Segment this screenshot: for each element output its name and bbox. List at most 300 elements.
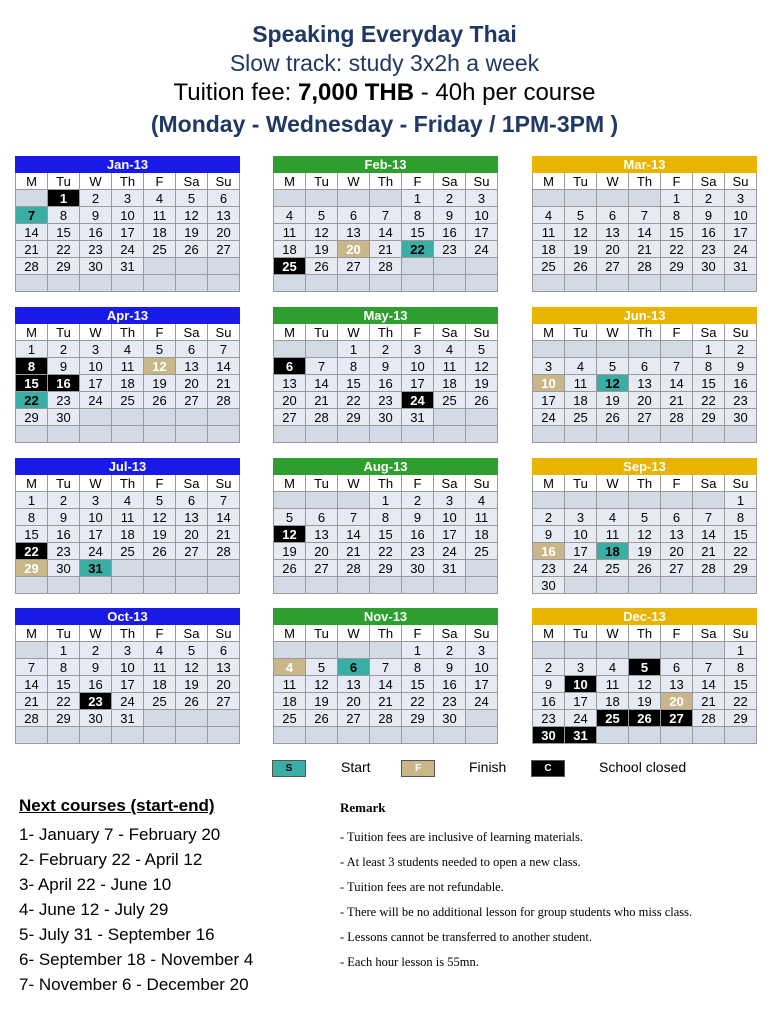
empty-day [533,642,565,659]
calendar-day: 28 [661,409,693,426]
weekday-label: M [533,173,565,190]
empty-day [144,560,176,577]
empty-day [208,727,240,744]
calendar-day: 1 [370,492,402,509]
calendar-day: 9 [48,509,80,526]
remark-item: - At least 3 students needed to open a new class. [340,855,581,869]
empty-day [48,275,80,292]
calendar-day: 29 [661,258,693,275]
calendar-day: 20 [306,543,338,560]
empty-day [466,577,498,594]
weekday-label: M [274,625,306,642]
calendar-day: 2 [402,492,434,509]
calendar-day: 16 [402,526,434,543]
calendar-day: 9 [725,358,757,375]
calendar-day: 14 [306,375,338,392]
calendar-day: 13 [338,224,370,241]
calendar-day: 8 [402,207,434,224]
calendar-day: 20 [208,224,240,241]
calendar-day: 11 [144,207,176,224]
calendar-day: 17 [466,224,498,241]
empty-day [112,560,144,577]
empty-day [533,190,565,207]
fee-amount: 7,000 THB [298,79,415,106]
calendar-day: 8 [48,207,80,224]
empty-day [629,341,661,358]
calendar-day: 9 [533,676,565,693]
empty-day [176,409,208,426]
calendar-day: 10 [725,207,757,224]
calendar-day: 4 [144,190,176,207]
empty-day [661,642,693,659]
empty-day [144,727,176,744]
course-item: 3- April 22 - June 10 [19,875,172,894]
calendar-day: 15 [48,224,80,241]
calendar-day: 18 [112,526,144,543]
calendar-day: 8 [725,659,757,676]
empty-day [466,258,498,275]
remark-item: - Lessons cannot be transferred to another student. [340,930,593,944]
empty-day [370,577,402,594]
calendar-day: 24 [725,241,757,258]
empty-day [274,275,306,292]
empty-day [533,492,565,509]
weekday-label: M [16,625,48,642]
course-item: 1- January 7 - February 20 [19,825,221,844]
calendar-day: 19 [565,241,597,258]
empty-day [338,275,370,292]
weekday-label: Su [208,625,240,642]
calendar-day: 7 [338,509,370,526]
closed-day: 22 [16,543,48,560]
calendar-day: 10 [466,659,498,676]
weekday-label: Sa [434,475,466,492]
calendar-day: 20 [629,392,661,409]
calendar-day: 14 [16,676,48,693]
calendar-day: 11 [112,358,144,375]
weekday-label: Tu [306,475,338,492]
weekday-label: Th [370,173,402,190]
empty-day [306,577,338,594]
remark-item: - There will be no additional lesson for group students who miss class. [340,905,693,919]
calendar-day: 10 [80,509,112,526]
weekday-label: Su [466,324,498,341]
start-day: 22 [402,241,434,258]
empty-day [144,577,176,594]
weekday-label: Su [725,625,757,642]
calendar-day: 5 [565,207,597,224]
empty-day [434,577,466,594]
calendar-day: 29 [402,710,434,727]
weekday-label: M [533,475,565,492]
course-subtitle: Slow track: study 3x2h a week [229,50,540,76]
calendar-day: 18 [274,241,306,258]
calendar-day: 27 [629,409,661,426]
empty-day [402,577,434,594]
calendar-day: 11 [597,526,629,543]
calendar-day: 1 [402,190,434,207]
empty-day [48,727,80,744]
calendar-day: 19 [306,241,338,258]
calendar-day: 18 [274,693,306,710]
calendar-day: 2 [80,190,112,207]
empty-day [661,341,693,358]
empty-day [693,642,725,659]
calendar-day: 10 [466,207,498,224]
course-item: 6- September 18 - November 4 [19,950,254,969]
weekday-label: Sa [176,173,208,190]
weekday-label: F [144,475,176,492]
empty-day [338,190,370,207]
empty-day [466,426,498,443]
calendar-day: 7 [693,659,725,676]
calendar-day: 7 [208,492,240,509]
calendar-day: 16 [434,224,466,241]
empty-day [629,275,661,292]
empty-day [112,727,144,744]
month-calendar [273,458,498,594]
calendar-day: 19 [629,543,661,560]
empty-day [176,426,208,443]
month-title: Mar-13 [533,157,757,173]
empty-day [725,577,757,594]
weekday-label: F [144,324,176,341]
calendar-day: 27 [176,543,208,560]
calendar-day: 30 [370,409,402,426]
calendar-day: 30 [48,560,80,577]
calendar-day: 19 [144,375,176,392]
weekday-label: M [533,324,565,341]
calendar-day: 14 [338,526,370,543]
empty-day [16,275,48,292]
calendar-day: 13 [661,526,693,543]
calendar-day: 13 [597,224,629,241]
calendar-day: 15 [661,224,693,241]
weekday-label: M [16,475,48,492]
calendar-day: 30 [725,409,757,426]
calendar-day: 12 [629,676,661,693]
calendar-day: 20 [661,543,693,560]
weekday-label: F [144,625,176,642]
calendar-day: 17 [80,375,112,392]
empty-day [370,275,402,292]
empty-day [693,492,725,509]
calendar-day: 9 [48,358,80,375]
calendar-day: 25 [434,392,466,409]
calendar-day: 14 [370,676,402,693]
calendar-day: 10 [112,659,144,676]
empty-day [338,426,370,443]
calendar-day: 27 [306,560,338,577]
start-legend-swatch: S [272,760,306,777]
empty-day [533,275,565,292]
empty-day [112,426,144,443]
remark-item: - Tuition fees are not refundable. [340,880,504,894]
calendar-day: 17 [533,392,565,409]
empty-day [144,409,176,426]
empty-day [565,492,597,509]
empty-day [144,426,176,443]
empty-day [629,426,661,443]
empty-day [16,727,48,744]
empty-day [306,727,338,744]
empty-day [306,492,338,509]
calendar-day: 9 [434,207,466,224]
calendar-day: 26 [306,710,338,727]
empty-day [533,426,565,443]
calendar-day: 15 [725,526,757,543]
calendar-day: 22 [661,241,693,258]
weekday-label: M [533,625,565,642]
calendar-day: 2 [533,659,565,676]
weekday-label: Su [208,475,240,492]
calendar-day: 28 [208,543,240,560]
calendar-day: 6 [306,509,338,526]
calendar-day: 12 [144,509,176,526]
weekday-label: M [274,324,306,341]
start-legend-label: Start [341,759,371,775]
calendar-day: 4 [565,358,597,375]
weekday-label: Sa [176,324,208,341]
month-calendar [15,307,240,443]
calendar-day: 19 [306,693,338,710]
calendar-day: 23 [434,693,466,710]
empty-day [208,710,240,727]
weekday-label: M [274,173,306,190]
empty-day [208,275,240,292]
calendar-day: 11 [466,509,498,526]
empty-day [661,275,693,292]
calendar-day: 13 [208,659,240,676]
calendar-day: 17 [565,543,597,560]
weekday-label: W [80,173,112,190]
calendar-day: 17 [112,676,144,693]
calendar-day: 1 [338,341,370,358]
remark-item: - Each hour lesson is 55mn. [340,955,479,969]
weekday-label: Th [112,173,144,190]
empty-day [16,426,48,443]
calendar-day: 27 [208,693,240,710]
weekday-label: Tu [565,475,597,492]
empty-day [693,577,725,594]
calendar-day: 8 [16,509,48,526]
calendar-day: 5 [274,509,306,526]
closed-day: 31 [565,727,597,744]
calendar-day: 4 [597,659,629,676]
calendar-day: 2 [80,642,112,659]
calendar-day: 1 [725,492,757,509]
calendar-day: 12 [306,224,338,241]
calendar-day: 10 [80,358,112,375]
empty-day [597,426,629,443]
weekday-label: Tu [48,324,80,341]
calendar-day: 25 [144,693,176,710]
calendar-day: 23 [693,241,725,258]
calendar-day: 16 [693,224,725,241]
weekday-label: Th [112,475,144,492]
start-day: 22 [16,392,48,409]
weekday-label: F [402,173,434,190]
weekday-label: W [338,173,370,190]
calendar-day: 27 [338,710,370,727]
calendar-day: 27 [661,560,693,577]
weekday-label: Su [725,475,757,492]
calendar-day: 2 [48,341,80,358]
calendar-day: 28 [370,258,402,275]
calendar-day: 18 [565,392,597,409]
weekday-label: Th [112,625,144,642]
month-calendar [273,307,498,443]
empty-day [466,710,498,727]
remark-heading: Remark [340,800,386,815]
calendar-day: 27 [597,258,629,275]
weekday-label: Th [629,625,661,642]
finish-day: 10 [533,375,565,392]
weekday-label: W [80,475,112,492]
calendar-day: 21 [208,526,240,543]
calendar-day: 6 [176,341,208,358]
empty-day [306,190,338,207]
calendar-day: 10 [112,207,144,224]
calendar-day: 19 [176,224,208,241]
calendar-day: 28 [208,392,240,409]
calendar-day: 3 [112,190,144,207]
calendar-day: 3 [533,358,565,375]
calendar-day: 30 [434,710,466,727]
calendar-day: 6 [338,207,370,224]
calendar-day: 22 [725,693,757,710]
calendar-day: 6 [597,207,629,224]
calendar-day: 3 [402,341,434,358]
calendar-day: 18 [466,526,498,543]
empty-day [434,275,466,292]
weekday-label: Tu [306,173,338,190]
calendar-day: 15 [16,526,48,543]
empty-day [48,577,80,594]
empty-day [565,577,597,594]
empty-day [597,492,629,509]
calendar-day: 16 [370,375,402,392]
calendar-day: 6 [176,492,208,509]
calendar-day: 9 [434,659,466,676]
weekday-label: Sa [693,475,725,492]
calendar-day: 8 [370,509,402,526]
calendar-day: 14 [16,224,48,241]
calendar-day: 29 [48,258,80,275]
calendar-day: 26 [176,693,208,710]
calendar-day: 12 [176,659,208,676]
month-calendar [15,458,240,594]
course-title: Speaking Everyday Thai [252,21,517,47]
calendar-day: 24 [565,710,597,727]
calendar-day: 4 [533,207,565,224]
start-day: 7 [16,207,48,224]
calendar-day: 23 [80,241,112,258]
empty-day [565,190,597,207]
calendar-day: 1 [725,642,757,659]
weekday-label: W [597,625,629,642]
calendar-day: 18 [434,375,466,392]
calendar-day: 11 [434,358,466,375]
calendar-day: 9 [402,509,434,526]
calendar-day: 16 [48,526,80,543]
calendar-day: 23 [402,543,434,560]
weekday-label: F [402,475,434,492]
calendar-day: 28 [629,258,661,275]
empty-day [80,577,112,594]
empty-day [629,642,661,659]
month-calendar [15,156,240,292]
calendar-day: 1 [402,642,434,659]
calendar-day: 13 [661,676,693,693]
empty-day [208,577,240,594]
calendar-day: 28 [693,710,725,727]
calendar-day: 17 [112,224,144,241]
empty-day [274,426,306,443]
empty-day [338,577,370,594]
calendar-day: 27 [208,241,240,258]
calendar-day: 8 [402,659,434,676]
weekday-label: Th [629,475,661,492]
calendar-day: 11 [112,509,144,526]
calendar-day: 23 [725,392,757,409]
weekday-label: Tu [48,475,80,492]
empty-day [208,426,240,443]
start-day: 12 [597,375,629,392]
calendar-day: 30 [80,258,112,275]
calendar-day: 17 [725,224,757,241]
course-item: 5- July 31 - September 16 [19,925,215,944]
calendar-day: 11 [533,224,565,241]
calendar-day: 30 [693,258,725,275]
calendar-day: 24 [80,392,112,409]
empty-day [466,409,498,426]
calendar-day: 15 [338,375,370,392]
calendar-day: 10 [565,526,597,543]
month-title: Jul-13 [16,459,240,475]
month-title: Jan-13 [16,157,240,173]
calendar-day: 14 [370,224,402,241]
empty-day [48,426,80,443]
calendar-day: 19 [597,392,629,409]
calendar-day: 26 [629,560,661,577]
course-item: 2- February 22 - April 12 [19,850,203,869]
weekday-label: F [661,173,693,190]
calendar-day: 24 [112,241,144,258]
empty-day [274,190,306,207]
next-courses [19,796,339,997]
calendar-day: 16 [80,224,112,241]
calendar-day: 24 [466,693,498,710]
calendar-day: 22 [725,543,757,560]
calendar-day: 15 [370,526,402,543]
empty-day [402,258,434,275]
empty-day [338,727,370,744]
empty-day [370,190,402,207]
calendar-day: 1 [48,642,80,659]
calendar-day: 10 [434,509,466,526]
weekday-label: Sa [693,625,725,642]
calendar-day: 7 [629,207,661,224]
calendar-day: 21 [16,693,48,710]
course-item: 7- November 6 - December 20 [19,975,249,994]
weekday-label: Tu [306,625,338,642]
calendar-day: 26 [144,392,176,409]
weekday-label: W [597,475,629,492]
empty-day [306,426,338,443]
calendar-day: 27 [338,258,370,275]
weekday-label: M [16,173,48,190]
